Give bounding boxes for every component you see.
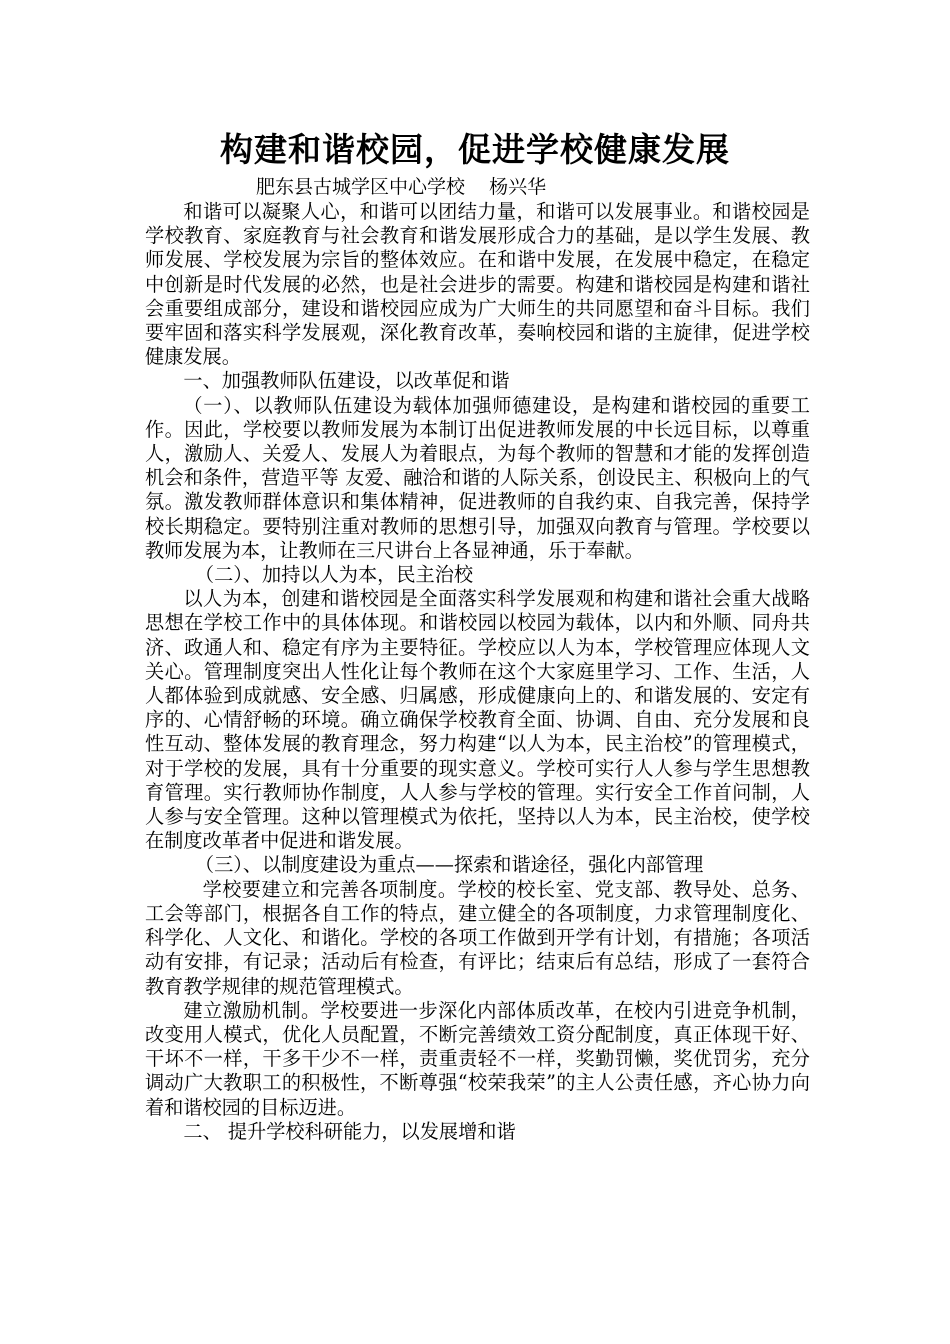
subsection-heading-2: （二）、加持以人为本，民主治校	[194, 563, 474, 587]
intro-paragraph: 和谐可以凝聚人心，和谐可以团结力量，和谐可以发展事业。和谐校园是学校教育、家庭教育与社会教育和谐发展形成合力的基础，是以学生发展、教师发展、学校发展为宗旨的整体效应。在和谐中发展，在发展中稳定，在稳定中创新是时代发展的必然，也是社会进步的需要。构建和谐校园是构建和谐社会重要组成部分，建设和谐校园应成为广大师生的共同愿望和奋斗目标。我们要牢固和落实科学发展观，深化教育改革，奏响校园和谐的主旋律，促进学校健康发展。	[145, 200, 810, 369]
document-body	[145, 200, 810, 1144]
subsection-2-paragraph: 以人为本，创建和谐校园是全面落实科学发展观和构建和谐社会重大战略思想在学校工作中的具体体现。和谐校园以校园为载体，以内和外顺、同舟共济、政通人和、稳定有序为主要特征。学校应以人为本，学校管理应体现人文关心。管理制度突出人性化让每个教师在这个大家庭里学习、工作、生活，人人都体验到成就感、安全感、归属感，形成健康向上的、和谐发展的、安定有序的、心情舒畅的环境。确立确保学校教育全面、协调、自由、充分发展和良性互动、整体发展的教育理念，努力构建“以人为本，民主治校”的管理模式，对于学校的发展，具有十分重要的现实意义。学校可实行人人参与学生思想教育管理。实行教师协作制度，人人参与学校的管理。实行安全工作首问制，人人参与安全管理。这种以管理模式为依托，坚持以人为本，民主治校，使学校在制度改革者中促进和谐发展。	[145, 587, 810, 853]
author-byline: 肥东县古城学区中心学校 杨兴华	[256, 176, 547, 198]
subsection-1-paragraph: （一）、以教师队伍建设为载体加强师德建设，是构建和谐校园的重要工作。因此，学校要以教师发展为本制订出促进教师发展的中长远目标，以尊重人，激励人、关爱人、发展人为着眼点，为每个教师的智慧和才能的发挥创造机会和条件，营造平等 友爱、融洽和谐的人际关系，创设民主、积极向上的气氛。激发教师群体意识和集体精神，促进教师的自我约束、自我完善，保持学校长期稳定。要特别注重对教师的思想引导，加强双向教育与管理。学校要以教师发展为本，让教师在三尺讲台上各显神通，乐于奉献。	[145, 393, 810, 562]
subsection-heading-3: （三）、以制度建设为重点——探索和谐途径，强化内部管理	[194, 853, 704, 877]
section-heading-2: 二、 提升学校科研能力，以发展增和谐	[183, 1119, 516, 1143]
section-heading-1: 一、加强教师队伍建设，以改革促和谐	[183, 369, 510, 393]
subsection-3-paragraph-1: 学校要建立和完善各项制度。学校的校长室、党支部、教导处、总务、工会等部门，根据各自工作的特点，建立健全的各项制度，力求管理制度化、科学化、人文化、和谐化。学校的各项工作做到开学有计划，有措施；各项活动有安排，有记录；活动后有检查，有评比；结束后有总结，形成了一套符合教育教学规律的规范管理模式。	[145, 877, 810, 998]
subsection-3-paragraph-2: 建立激励机制。学校要进一步深化内部体质改革，在校内引进竞争机制，改变用人模式，优化人员配置，不断完善绩效工资分配制度，真正体现干好、干坏不一样，干多干少不一样，责重责轻不一样，奖勤罚懒，奖优罚劣，充分调动广大教职工的积极性，不断尊强“校荣我荣”的主人公责任感，齐心协力向着和谐校园的目标迈进。	[145, 998, 810, 1119]
document-title: 构建和谐校园，促进学校健康发展	[220, 130, 730, 169]
